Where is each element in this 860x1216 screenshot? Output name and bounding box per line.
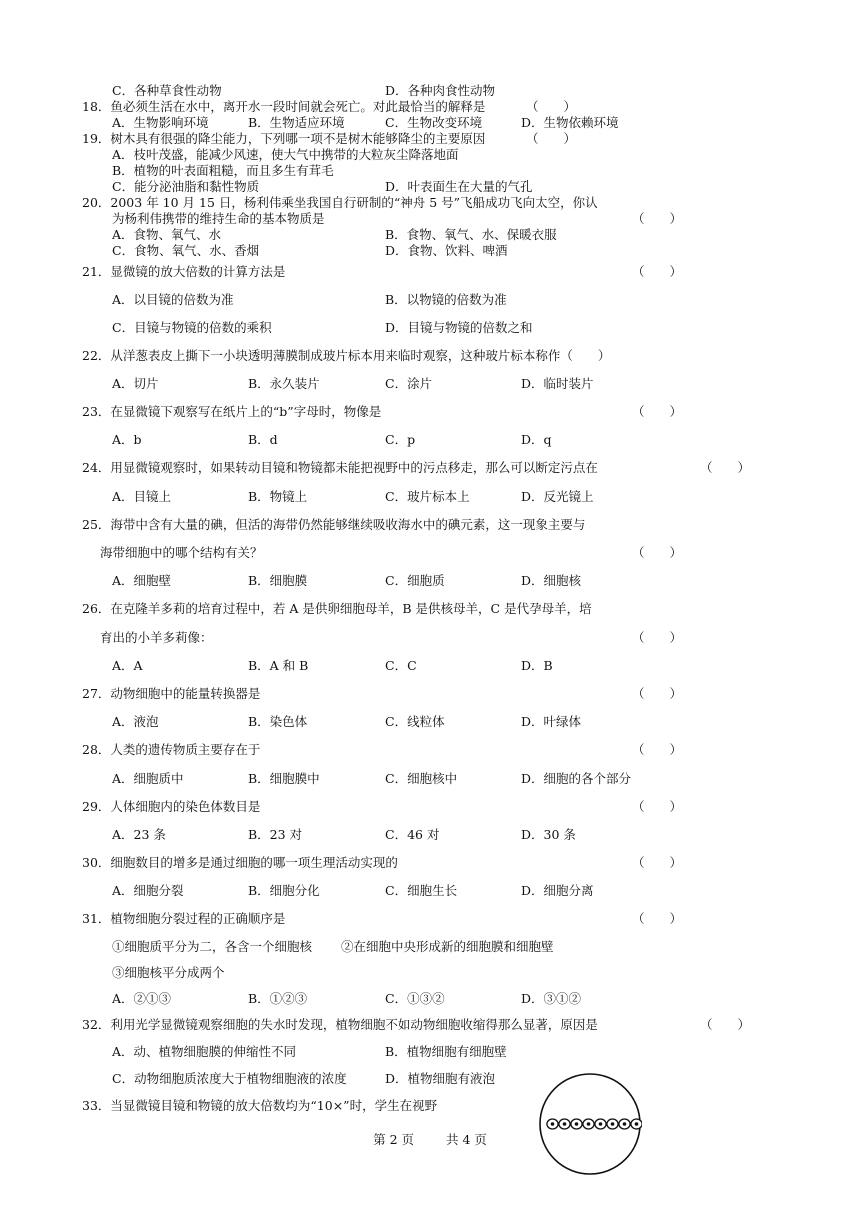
q20-stem-line2: 为杨利伟携带的维持生命的基本物质是 <box>112 211 325 226</box>
q30-stem: 30．细胞数目的增多是通过细胞的哪一项生理活动实现的 <box>82 855 398 870</box>
q22-option-d: D．临时装片 <box>521 376 594 391</box>
q32-answer-blank: （ ） <box>700 1017 751 1032</box>
q20-option-b: B．食物、氧气、水、保暖衣服 <box>385 227 557 242</box>
q30-option-a: A．细胞分裂 <box>112 883 184 898</box>
q20-option-d: D．食物、饮料、啤酒 <box>385 243 508 258</box>
q24-option-b: B．物镜上 <box>248 489 308 504</box>
q20-answer-blank: （ ） <box>632 211 683 226</box>
q19-stem: 19．树木具有很强的降尘能力，下列哪一项不是树木能够降尘的主要原因 <box>82 131 486 146</box>
q26-option-d: D．B <box>521 658 553 673</box>
q30-option-c: C．细胞生长 <box>385 883 458 898</box>
q21-option-c: C．目镜与物镜的倍数的乘积 <box>112 320 272 335</box>
q23-option-a: A．b <box>112 432 142 447</box>
microscope-field-figure <box>538 1072 642 1176</box>
cell-nucleus <box>575 1122 579 1126</box>
q29-option-a: A．23 条 <box>112 827 166 842</box>
q25-option-a: A．细胞壁 <box>112 573 172 588</box>
q26-answer-blank: （ ） <box>632 630 683 645</box>
q26-option-c: C．C <box>385 658 417 673</box>
q27-stem: 27．动物细胞中的能量转换器是 <box>82 686 261 701</box>
q20-option-c: C．食物、氧气、水、香烟 <box>112 243 260 258</box>
cell-nucleus <box>611 1122 615 1126</box>
page-number: 第 2 页 <box>373 1132 414 1147</box>
q24-option-a: A．目镜上 <box>112 489 172 504</box>
q22-option-c: C．涂片 <box>385 376 433 391</box>
q32-option-a: A．动、植物细胞膜的伸缩性不同 <box>112 1044 297 1059</box>
q17-option-c: C．各种草食性动物 <box>112 83 222 98</box>
cell-nucleus <box>551 1122 555 1126</box>
q31-step-1: ①细胞质平分为二，各含一个细胞核 <box>112 939 313 954</box>
q30-option-b: B．细胞分化 <box>248 883 320 898</box>
q25-answer-blank: （ ） <box>632 545 683 560</box>
q26-option-b: B．A 和 B <box>248 658 309 673</box>
q31-option-c: C．①③② <box>385 991 445 1006</box>
q19-option-c: C．能分泌油脂和黏性物质 <box>112 179 260 194</box>
q26-stem-line1: 26．在克隆羊多莉的培育过程中，若 A 是供卵细胞母羊，B 是供核母羊，C 是代孕母羊，培 <box>82 601 592 616</box>
q18-answer-blank: （ ） <box>526 99 577 114</box>
q25-option-c: C．细胞质 <box>385 573 445 588</box>
q28-option-c: C．细胞核中 <box>385 771 458 786</box>
cell-nucleus <box>599 1122 603 1126</box>
q25-option-b: B．细胞膜 <box>248 573 308 588</box>
q22-option-b: B．永久装片 <box>248 376 320 391</box>
q19-answer-blank: （ ） <box>526 131 577 146</box>
q32-option-b: B．植物细胞有细胞壁 <box>385 1044 507 1059</box>
q18-stem: 18．鱼必须生活在水中，离开水一段时间就会死亡。对此最恰当的解释是 <box>82 99 486 114</box>
q24-answer-blank: （ ） <box>700 460 751 475</box>
q23-option-d: D．q <box>521 432 552 447</box>
q21-option-d: D．目镜与物镜的倍数之和 <box>385 320 533 335</box>
q20-option-a: A．食物、氧气、水 <box>112 227 222 242</box>
q23-option-b: B．d <box>248 432 278 447</box>
q18-option-d: D．生物依赖环境 <box>521 115 619 130</box>
q19-option-b: B．植物的叶表面粗糙，而且多生有茸毛 <box>112 163 334 178</box>
q25-stem-line2: 海带细胞中的哪个结构有关？ <box>100 545 263 560</box>
q25-stem-line1: 25．海带中含有大量的碘，但活的海带仍然能够继续吸收海水中的碘元素，这一现象主要与 <box>82 517 586 532</box>
q24-stem: 24．用显微镜观察时，如果转动目镜和物镜都未能把视野中的污点移走，那么可以断定污点在 <box>82 460 598 475</box>
q26-option-a: A．A <box>112 658 143 673</box>
q31-stem: 31．植物细胞分裂过程的正确顺序是 <box>82 911 286 926</box>
q17-option-d: D．各种肉食性动物 <box>385 83 496 98</box>
q30-option-d: D．细胞分离 <box>521 883 594 898</box>
q32-stem: 32．利用光学显微镜观察细胞的失水时发现，植物细胞不如动物细胞收缩得那么显著，原因是 <box>82 1017 598 1032</box>
q24-option-c: C．玻片标本上 <box>385 489 470 504</box>
q28-option-b: B．细胞膜中 <box>248 771 320 786</box>
q28-option-d: D．细胞的各个部分 <box>521 771 632 786</box>
q18-option-b: B．生物适应环境 <box>248 115 345 130</box>
q29-option-c: C．46 对 <box>385 827 440 842</box>
q23-answer-blank: （ ） <box>632 404 683 419</box>
q33-stem: 33．当显微镜目镜和物镜的放大倍数均为“10×”时，学生在视野 <box>82 1098 438 1113</box>
q21-option-b: B．以物镜的倍数为准 <box>385 292 507 307</box>
page-footer <box>0 1130 860 1148</box>
q18-option-c: C．生物改变环境 <box>385 115 483 130</box>
q26-stem-line2: 育出的小羊多莉像： <box>100 630 213 645</box>
q31-step-3: ③细胞核平分成两个 <box>112 965 225 980</box>
q21-option-a: A．以目镜的倍数为准 <box>112 292 234 307</box>
q27-answer-blank: （ ） <box>632 686 683 701</box>
q29-option-d: D．30 条 <box>521 827 576 842</box>
q22-option-a: A．切片 <box>112 376 159 391</box>
q19-option-d: D．叶表面生在大量的气孔 <box>385 179 533 194</box>
q27-option-d: D．叶绿体 <box>521 714 582 729</box>
q22-stem: 22．从洋葱表皮上撕下一小块透明薄膜制成玻片标本用来临时观察，这种玻片标本称作（ ） <box>82 348 611 363</box>
q27-option-b: B．染色体 <box>248 714 308 729</box>
q25-option-d: D．细胞核 <box>521 573 582 588</box>
q23-option-c: C．p <box>385 432 416 447</box>
q20-stem-line1: 20．2003 年 10 月 15 日，杨利伟乘坐我国自行研制的“神舟 5 号”飞船成功飞向太空，你认 <box>82 195 598 210</box>
q31-answer-blank: （ ） <box>632 911 683 926</box>
q24-option-d: D．反光镜上 <box>521 489 594 504</box>
q29-answer-blank: （ ） <box>632 799 683 814</box>
q27-option-c: C．线粒体 <box>385 714 445 729</box>
q29-stem: 29．人体细胞内的染色体数目是 <box>82 799 261 814</box>
q31-option-d: D．③①② <box>521 991 582 1006</box>
q32-option-d: D．植物细胞有液泡 <box>385 1071 496 1086</box>
cell-nucleus <box>635 1122 639 1126</box>
q30-answer-blank: （ ） <box>632 855 683 870</box>
q29-option-b: B．23 对 <box>248 827 303 842</box>
page-total: 共 4 页 <box>445 1132 487 1147</box>
q27-option-a: A．液泡 <box>112 714 159 729</box>
cell-nucleus <box>587 1122 591 1126</box>
q32-option-c: C．动物细胞质浓度大于植物细胞液的浓度 <box>112 1071 347 1086</box>
cell-nucleus <box>563 1122 567 1126</box>
q19-option-a: A．枝叶茂盛，能减少风速，使大气中携带的大粒灰尘降落地面 <box>112 147 459 162</box>
q31-option-b: B．①②③ <box>248 991 308 1006</box>
q23-stem: 23．在显微镜下观察写在纸片上的“b”字母时，物像是 <box>82 404 382 419</box>
q21-stem: 21．显微镜的放大倍数的计算方法是 <box>82 264 286 279</box>
q28-stem: 28．人类的遗传物质主要存在于 <box>82 742 261 757</box>
cell-nucleus <box>623 1122 627 1126</box>
q18-option-a: A．生物影响环境 <box>112 115 209 130</box>
q31-step-2: ②在细胞中央形成新的细胞膜和细胞壁 <box>341 939 554 954</box>
q21-answer-blank: （ ） <box>632 264 683 279</box>
q28-answer-blank: （ ） <box>632 742 683 757</box>
q31-option-a: A．②①③ <box>112 991 172 1006</box>
q28-option-a: A．细胞质中 <box>112 771 184 786</box>
